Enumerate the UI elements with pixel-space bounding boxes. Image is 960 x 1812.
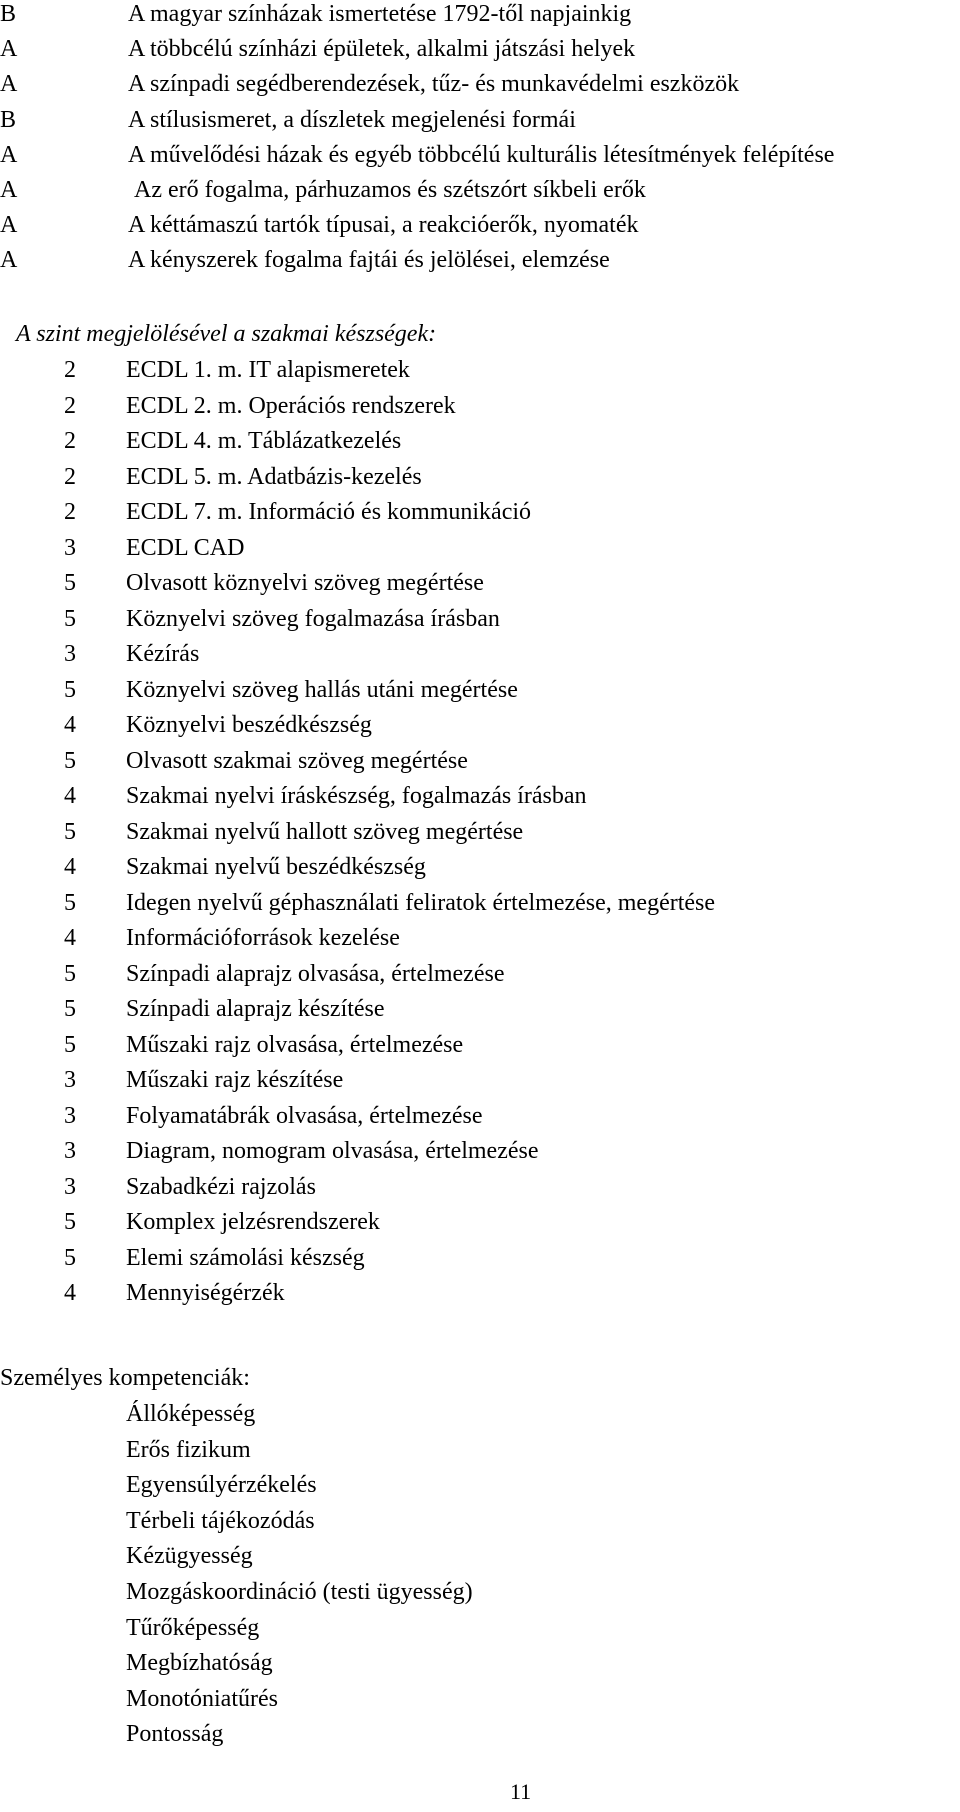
skill-item [0,816,960,848]
personal-competency-item: Állóképesség [126,1401,256,1427]
skill-item [0,709,960,741]
level-code: 5 [64,996,76,1022]
item-text: A magyar színházak ismertetése 1792-től napjainkig [128,1,632,27]
item-text: Diagram, nomogram olvasása, értelmezése [126,1138,539,1164]
personal-competency-item: Kézügyesség [126,1543,253,1570]
skill-item [0,993,960,1025]
topic-item [0,139,960,171]
item-text: A művelődési házak és egyéb többcélú kulturális létesítmények felépítése [128,141,835,168]
item-text: A színpadi segédberendezések, tűz- és munkavédelmi eszközök [128,71,740,98]
skill-item [0,958,960,990]
personal-heading: Személyes kompetenciák: [0,1365,250,1391]
skill-item [0,887,960,919]
skill-item [0,1135,960,1167]
level-code: A [0,141,18,168]
skills-heading: A szint megjelölésével a szakmai készségek: [16,321,437,347]
item-text: Idegen nyelvű géphasználati feliratok értelmezése, megértése [126,889,716,916]
level-code: B [0,1,17,27]
page-number: 11 [510,1779,532,1804]
skill-item [0,674,960,706]
level-code: 5 [64,818,76,845]
level-code: 2 [64,499,76,525]
item-text: A kényszerek fogalma fajtái és jelölései, elemzése [128,247,610,274]
topic-item [0,209,960,241]
item-text: Színpadi alaprajz olvasása, értelmezése [126,960,505,987]
level-code: 2 [64,463,76,490]
skill-item [0,780,960,812]
level-code: 2 [64,428,76,454]
item-text: Szakmai nyelvű beszédkészség [126,854,426,880]
item-text: ECDL 1. m. IT alapismeretek [126,357,410,383]
topic-item [0,33,960,65]
level-code: 5 [64,676,76,703]
skill-item [0,390,960,422]
level-code: 4 [64,854,76,880]
level-code: A [0,247,18,274]
skill-item [0,1277,960,1309]
item-text: Komplex jelzésrendszerek [126,1209,380,1235]
level-code: 5 [64,570,76,596]
personal-competency-item: Megbízhatóság [126,1650,273,1677]
level-code: 3 [64,1138,76,1164]
item-text: Olvasott szakmai szöveg megértése [126,747,468,774]
skill-item [0,603,960,635]
item-text: Olvasott köznyelvi szöveg megértése [126,570,484,596]
item-text: Műszaki rajz készítése [126,1067,344,1093]
level-code: 2 [64,357,76,383]
skill-item [0,1206,960,1238]
skill-item [0,1171,960,1203]
level-code: 5 [64,960,76,987]
level-code: 3 [64,534,76,561]
item-text: Mennyiségérzék [126,1280,285,1306]
skill-item [0,745,960,777]
item-text: ECDL 2. m. Operációs rendszerek [126,392,456,419]
item-text: Információforrások kezelése [126,925,400,951]
level-code: 5 [64,1244,76,1271]
level-code: 5 [64,747,76,774]
item-text: ECDL 5. m. Adatbázis-kezelés [126,463,422,490]
personal-competency-item: Pontosság [126,1721,224,1748]
item-text: A többcélú színházi épületek, alkalmi játszási helyek [128,36,636,63]
level-code: 5 [64,889,76,916]
level-code: 5 [64,605,76,632]
topic-item [0,104,960,136]
level-code: 4 [64,712,76,738]
personal-competency-item: Mozgáskoordináció (testi ügyesség) [126,1579,473,1605]
item-text: Szakmai nyelvi íráskészség, fogalmazás írásban [126,783,587,809]
level-code: 5 [64,1209,76,1235]
level-code: A [0,71,18,98]
topic-item [0,68,960,100]
skill-item [0,1242,960,1274]
level-code: A [0,36,18,63]
item-text: Az erő fogalma, párhuzamos és szétszórt síkbeli erők [134,177,646,203]
level-code: A [0,177,18,203]
skill-item [0,354,960,386]
item-text: Színpadi alaprajz készítése [126,996,385,1022]
topic-item [0,244,960,276]
skill-item [0,461,960,493]
level-code: 3 [64,1067,76,1093]
skill-item [0,1029,960,1061]
personal-competency-item: Tűrőképesség [126,1614,260,1641]
topic-item [0,174,960,206]
level-code: 3 [64,641,76,667]
item-text: Köznyelvi szöveg fogalmazása írásban [126,605,500,632]
personal-competency-item: Monotóniatűrés [126,1685,278,1712]
item-text: A stílusismeret, a díszletek megjelenési formái [128,106,576,133]
skill-item [0,851,960,883]
item-text: Elemi számolási készség [126,1244,365,1271]
skill-item [0,425,960,457]
item-text: Műszaki rajz olvasása, értelmezése [126,1031,464,1058]
level-code: 4 [64,783,76,809]
skill-item [0,532,960,564]
level-code: 4 [64,925,76,951]
item-text: Kézírás [126,641,200,667]
level-code: B [0,106,17,133]
level-code: 5 [64,1031,76,1058]
item-text: Köznyelvi szöveg hallás utáni megértése [126,676,518,703]
personal-competency-item: Egyensúlyérzékelés [126,1472,317,1499]
level-code: 2 [64,392,76,419]
item-text: Szakmai nyelvű hallott szöveg megértése [126,818,524,845]
item-text: A kéttámaszú tartók típusai, a reakcióerők, nyomaték [128,212,639,239]
level-code: 4 [64,1280,76,1306]
item-text: ECDL 4. m. Táblázatkezelés [126,428,402,454]
level-code: A [0,212,18,239]
personal-competency-item: Térbeli tájékozódás [126,1507,315,1534]
item-text: ECDL CAD [126,534,245,561]
level-code: 3 [64,1173,76,1200]
level-code: 3 [64,1102,76,1129]
skill-item [0,496,960,528]
topic-item [0,0,960,30]
skill-item [0,567,960,599]
item-text: Szabadkézi rajzolás [126,1173,316,1200]
item-text: Folyamatábrák olvasása, értelmezése [126,1102,483,1129]
item-text: ECDL 7. m. Információ és kommunikáció [126,499,532,525]
item-text: Köznyelvi beszédkészség [126,712,372,738]
skill-item [0,638,960,670]
personal-competency-item: Erős fizikum [126,1436,251,1463]
skill-item [0,1100,960,1132]
skill-item [0,922,960,954]
skill-item [0,1064,960,1096]
